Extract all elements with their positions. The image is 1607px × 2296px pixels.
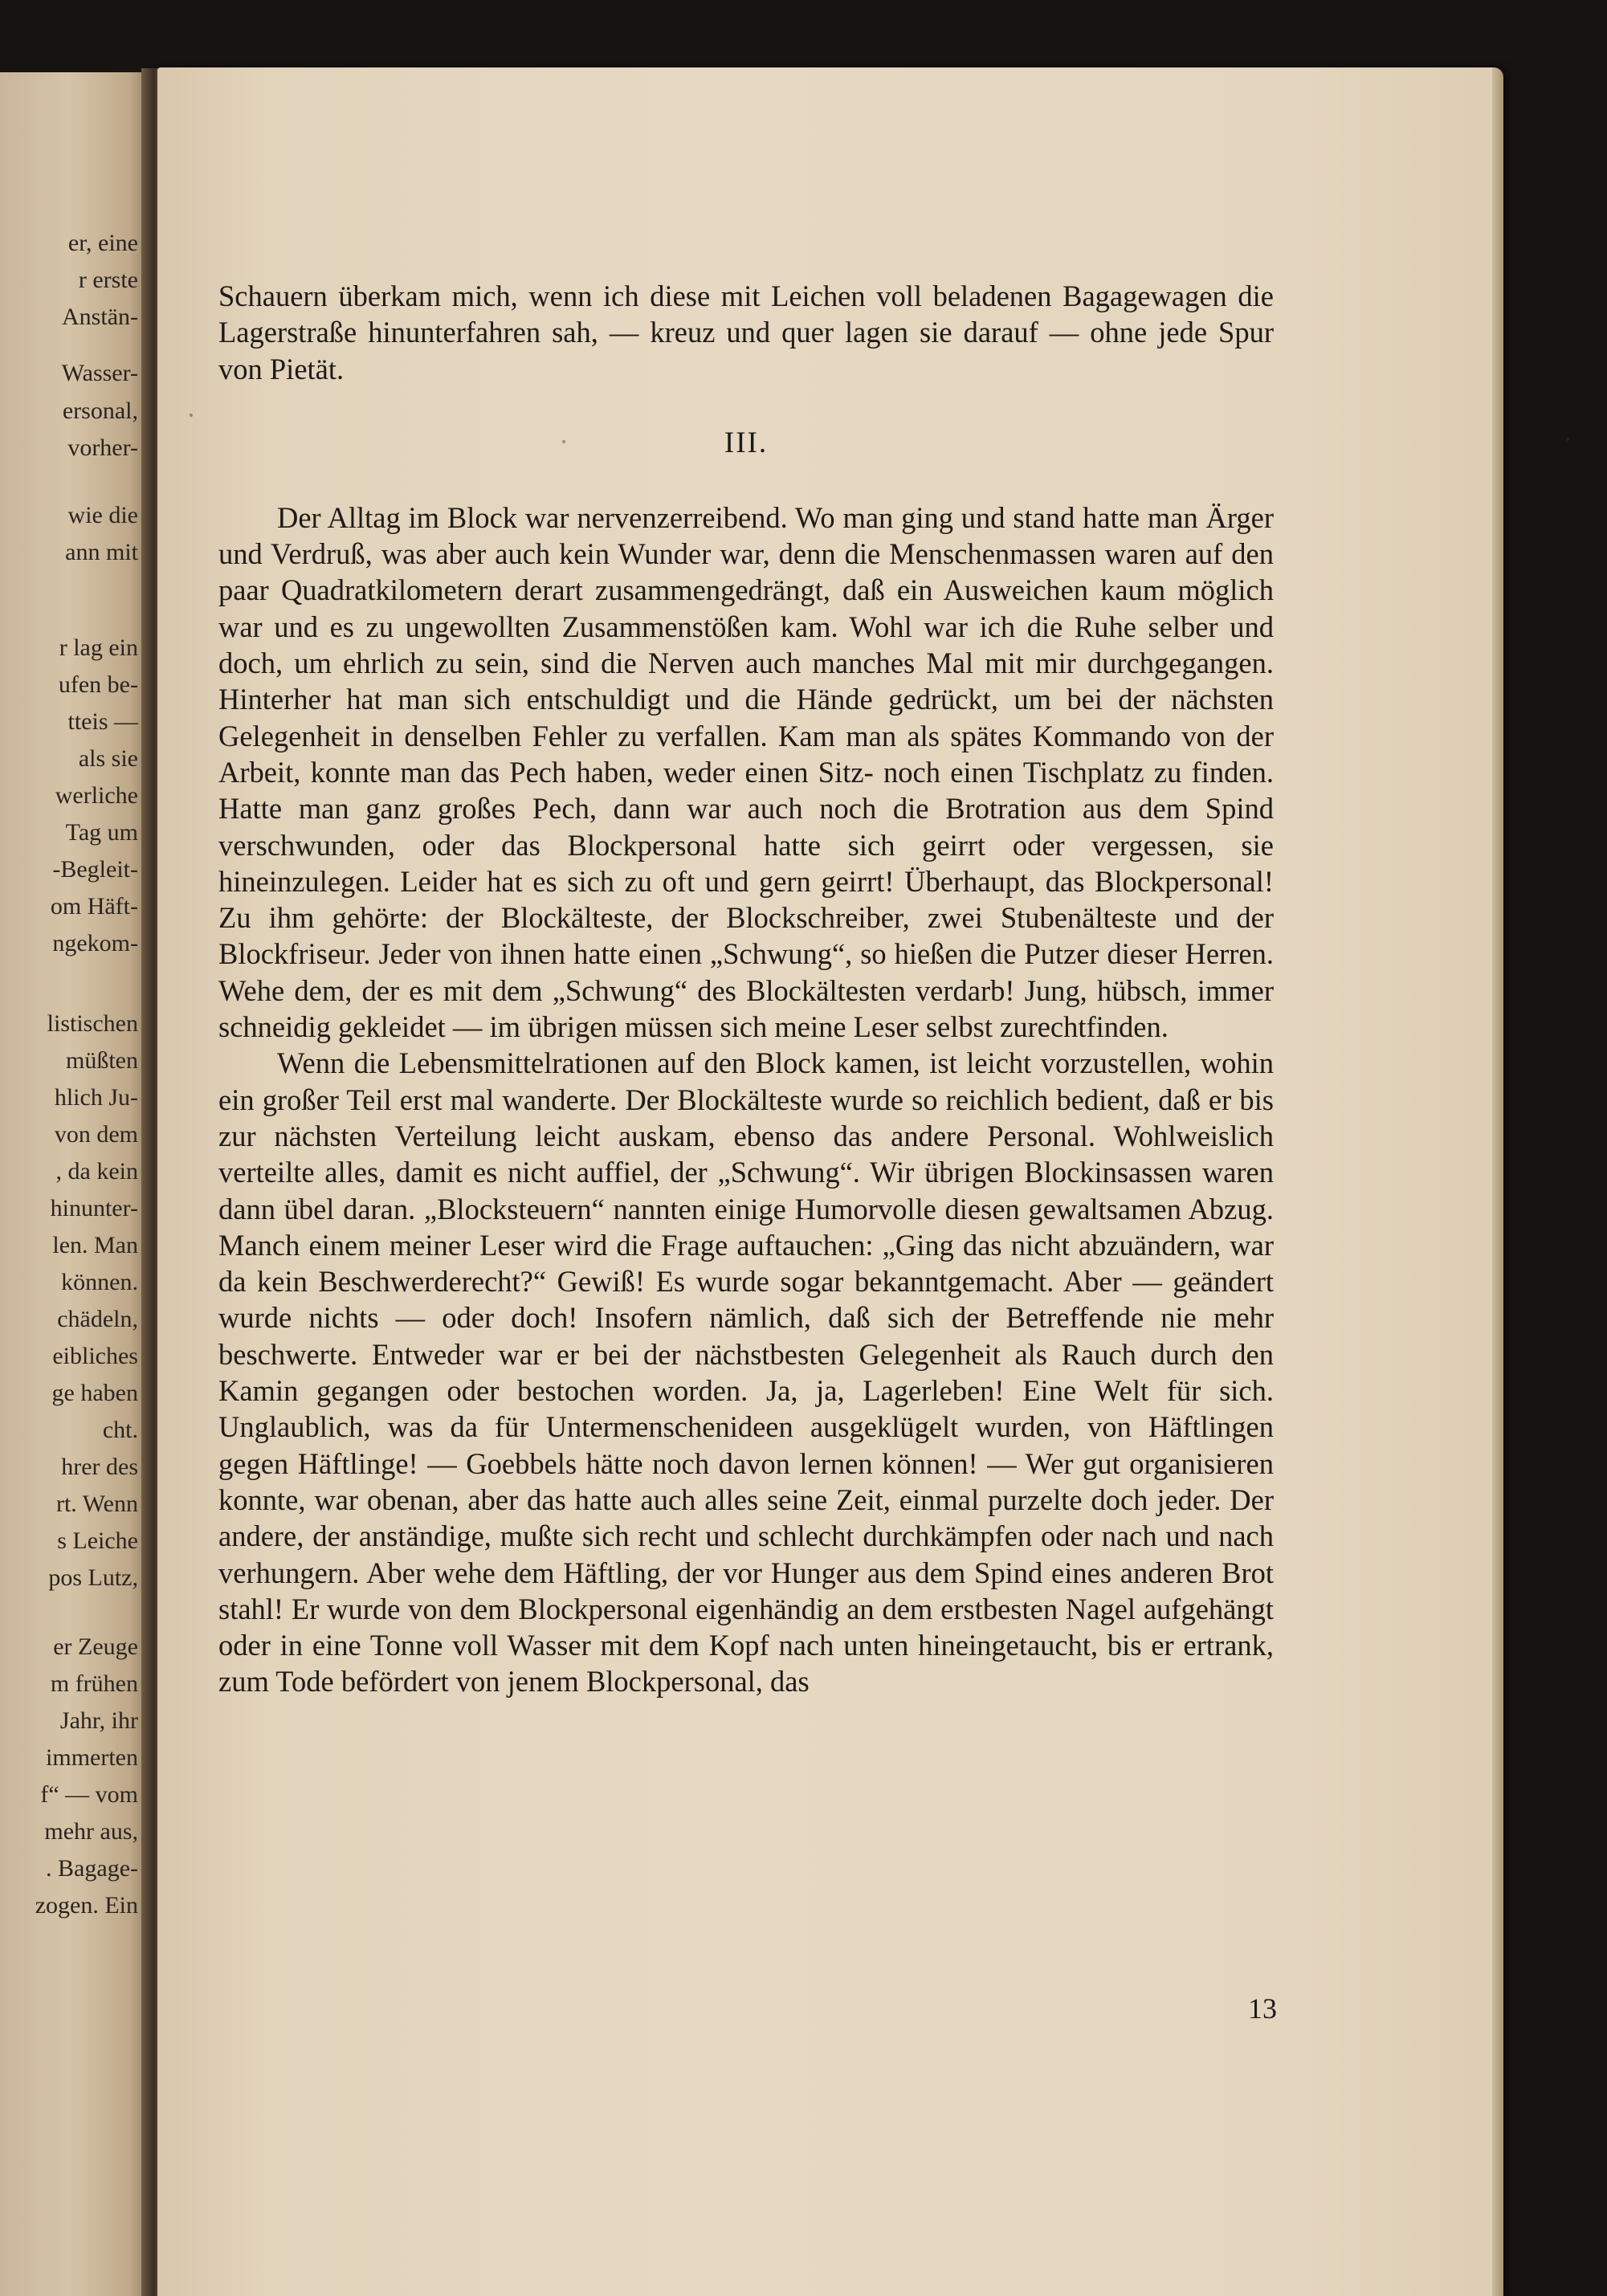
left-page-text-fragment: er, eine — [67, 230, 138, 256]
paper-speck — [190, 414, 193, 417]
left-page-text-fragment: Jahr, ihr — [59, 1707, 138, 1734]
left-page-text-fragment: , da kein — [55, 1158, 138, 1185]
left-page-text-fragment: wie die — [67, 502, 138, 528]
left-page-text-fragment: tteis — — [67, 708, 138, 735]
main-text-block — [218, 278, 1274, 1700]
left-page-text-fragment: ge haben — [51, 1380, 138, 1406]
left-page-text-fragment: hrer des — [61, 1454, 138, 1480]
left-page-text-fragment: werliche — [55, 782, 138, 809]
left-page-text-fragment: r erste — [78, 267, 138, 293]
left-page-text-fragment: rt. Wenn — [55, 1491, 138, 1517]
left-page-text-fragment: . Bagage- — [46, 1855, 138, 1882]
paper-speck — [1566, 438, 1569, 441]
opening-paragraph: Schauern überkam mich, wenn ich diese mit Leichen voll beladenen Bagagewagen die Lagerstraße hinunterfahren sah, — kreuz und quer lagen sie darauf — ohne jede Spur von Pietät. — [218, 279, 1274, 385]
left-page-text-fragment: vorher- — [67, 434, 138, 461]
page-number: 13 — [1248, 1992, 1277, 2025]
left-page-text-fragment: ufen be- — [58, 671, 138, 698]
left-page-text-fragment: f“ — vom — [40, 1781, 138, 1808]
left-page-text-fragment: cht. — [102, 1417, 138, 1443]
body-paragraph-2: Wenn die Lebensmittelrationen auf den Block kamen, ist leicht vorzustellen, wohin ein großer Teil erst mal wanderte. Der Blockälteste wurde so reichlich bedient, daß er bis zur nächsten Verteilung leicht auskam, ebenso das andere Personal. Wohlweislich verteilte alles, damit es nicht auffiel, der „Schwung“. Wir übrigen Blockinsassen waren dann übel daran. „Blocksteuern“ nannten einige Humorvolle diesen gewaltsamen Abzug. Manch einem meiner Leser wird die Frage auftauchen: „Ging das nicht abzuändern, war da kein Beschwerderecht?“ Gewiß! Es wurde sogar bekanntgemacht. Aber — geändert wurde nichts — oder doch! Insofern nämlich, daß sich der Betreffende nie mehr beschwerte. Entweder war er bei der nächstbesten Gelegenheit als Rauch durch den Kamin gegangen oder bestochen worden. Ja, ja, Lagerleben! Eine Welt für sich. Unglaublich, was da für Untermenschenideen ausgeklügelt wurden, von Häftlingen gegen Häftlinge! — Goebbels hätte noch davon lernen können! — Wer gut organisieren konnte, war obenan, aber das hatte auch alles seine Zeit, einmal purzelte doch jeder. Der andere, der anständige, mußte sich recht und schlecht durchkämpfen oder nach und nach verhungern. Aber wehe dem Häftling, der vor Hunger aus dem Spind eines anderen Brot stahl! Er wurde von dem Blockpersonal eigenhändig an dem erstbesten Nagel aufgehängt oder in eine Tonne voll Wasser mit dem Kopf nach unten hineingetaucht, bis er ertrank, zum Tode befördert von jenem Blockpersonal, das — [218, 1046, 1274, 1699]
page-edge — [1492, 67, 1503, 2296]
left-page-text-fragment: ersonal, — [62, 398, 138, 424]
left-page-text-fragment: er Zeuge — [53, 1633, 138, 1660]
body-paragraph-1: Der Alltag im Block war nervenzerreibend. Wo man ging und stand hatte man Ärger und Verdruß, was aber auch kein Wunder war, denn die Menschenmassen waren auf den paar Quadratkilometern derart zusammengedrängt, daß ein Ausweichen kaum möglich war und es zu ungewollten Zusammenstößen kam. Wohl war ich die Ruhe selber und doch, um ehrlich zu sein, sind die Nerven auch manches Mal mit mir durchgegangen. Hinterher hat man sich entschuldigt und die Hände gedrückt, um bei der nächsten Gelegenheit in denselben Fehler zu verfallen. Kam man als spätes Kommando von der Arbeit, konnte man das Pech haben, weder einen Sitz- noch einen Tischplatz zu finden. Hatte man ganz großes Pech, dann war auch noch die Brotration aus dem Spind verschwunden, oder das Blockpersonal hatte sich geirrt oder vergessen, sie hineinzulegen. Leider hat es sich zu oft und gern geirrt! Überhaupt, das Blockpersonal! Zu ihm gehörte: der Blockälteste, der Blockschreiber, zwei Stubenälteste und der Blockfriseur. Jeder von ihnen hatte einen „Schwung“, so hießen die Putzer dieser Herren. Wehe dem, der es mit dem „Schwung“ des Blockältesten verdarb! Jung, hübsch, immer schneidig gekleidet — im übrigen müssen sich meine Leser selbst zurechtfinden. — [218, 500, 1274, 1044]
left-page-text-fragment: können. — [61, 1269, 138, 1295]
left-page-text-fragment: Wasser- — [61, 360, 138, 386]
left-page-text-fragment: r lag ein — [59, 634, 138, 661]
left-page-text-fragment: -Begleit- — [52, 856, 138, 883]
left-page-text-fragment: ann mit — [65, 539, 138, 565]
left-page-text-fragment: Tag um — [65, 819, 138, 846]
left-page-text-fragment: zogen. Ein — [35, 1892, 138, 1919]
left-page-text-fragment: mehr aus, — [44, 1818, 138, 1845]
left-page-text-fragment: als sie — [78, 745, 138, 772]
left-page-text-fragment: m frühen — [50, 1670, 138, 1697]
left-page-text-fragment: Anstän- — [62, 304, 138, 330]
left-page-text-fragment: müßten — [66, 1047, 138, 1074]
left-page-text-fragment: eibliches — [52, 1343, 138, 1369]
left-page-text-fragment: om Häft- — [50, 893, 138, 920]
left-page-text-fragment: len. Man — [52, 1232, 138, 1258]
left-page-text-fragment: hlich Ju- — [54, 1084, 138, 1111]
left-page-text-fragment: listischen — [47, 1010, 138, 1037]
left-page-text-fragment: ngekom- — [52, 930, 138, 956]
left-page-text-fragment: pos Lutz, — [48, 1564, 138, 1591]
left-facing-page — [0, 72, 153, 2296]
left-page-text-fragment: immerten — [46, 1744, 138, 1771]
section-heading: III. — [724, 426, 769, 459]
left-page-text-fragment: s Leiche — [57, 1527, 138, 1554]
left-page-text-fragment: von dem — [54, 1121, 138, 1148]
left-page-text-fragment: chädeln, — [57, 1306, 138, 1332]
left-page-text-fragment: hinunter- — [50, 1195, 138, 1221]
